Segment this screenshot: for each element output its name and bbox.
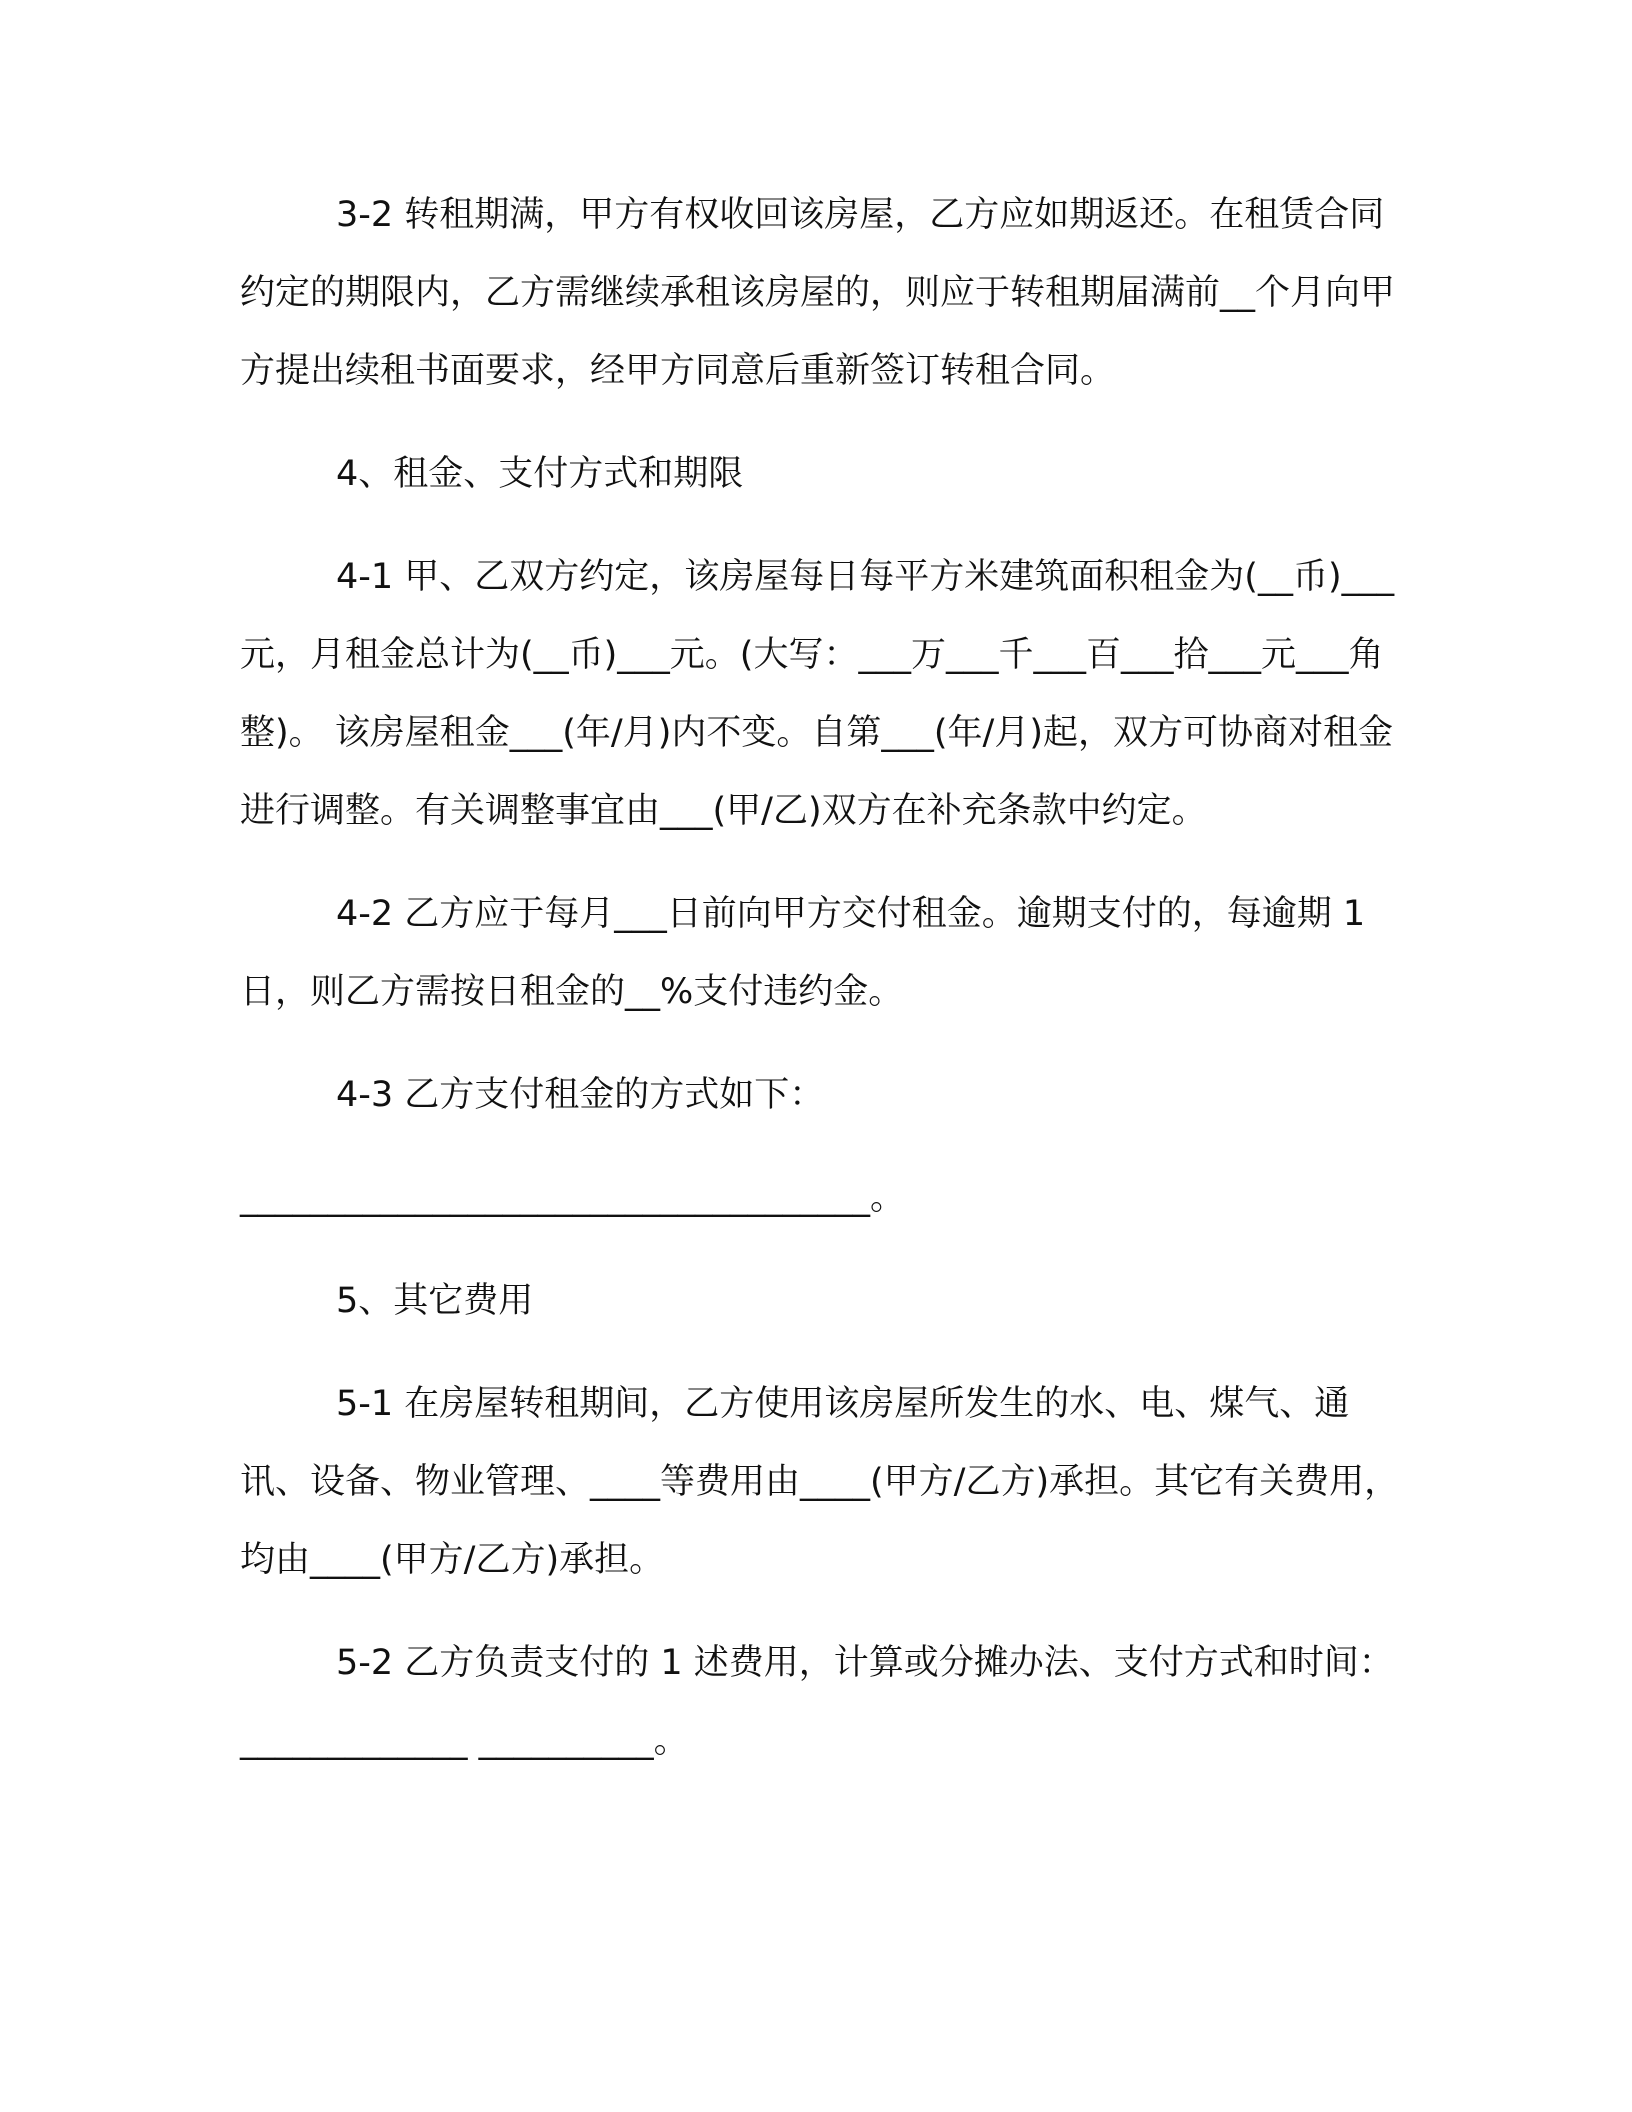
clause-4-2: 4-2 乙方应于每月___日前向甲方交付租金。逾期支付的，每逾期 1 日，则乙方需按日租金的__%支付违约金。 <box>240 894 1366 1012</box>
section-heading-4: 4、租金、支付方式和期限 <box>336 454 744 494</box>
document-body <box>240 176 1400 1805</box>
clause-3-2: 3-2 转租期满，甲方有权收回该房屋，乙方应如期返还。在租赁合同约定的期限内，乙方需继续承租该房屋的，则应于转租期届满前__个月向甲方提出续租书面要求，经甲方同意后重新签订转租合同。 <box>240 195 1396 391</box>
clause-4-3: 4-3 乙方支付租金的方式如下： <box>336 1075 825 1115</box>
payment-method-blank-line: ____________________________________。 <box>240 1178 906 1218</box>
section-heading-5: 5、其它费用 <box>336 1281 534 1321</box>
clause-5-1: 5-1 在房屋转租期间，乙方使用该房屋所发生的水、电、煤气、通讯、设备、物业管理、____等费用由____(甲方/乙方)承担。其它有关费用，均由____(甲方/乙方)承担。 <box>240 1384 1400 1580</box>
clause-4-1: 4-1 甲、乙双方约定，该房屋每日每平方米建筑面积租金为(__币)___元，月租金总计为(__币)___元。(大写：___万___千___百___拾___元___角整)。 该房屋租金___(年/月)内不变。自第___(年/月)起，双方可协商对租金进行调整。有关调整事宜由___(甲/乙)双方在补充条款中约定。 <box>240 557 1395 831</box>
clause-5-2: 5-2 乙方负责支付的 1 述费用，计算或分摊办法、支付方式和时间：_____________ __________。 <box>240 1643 1394 1761</box>
